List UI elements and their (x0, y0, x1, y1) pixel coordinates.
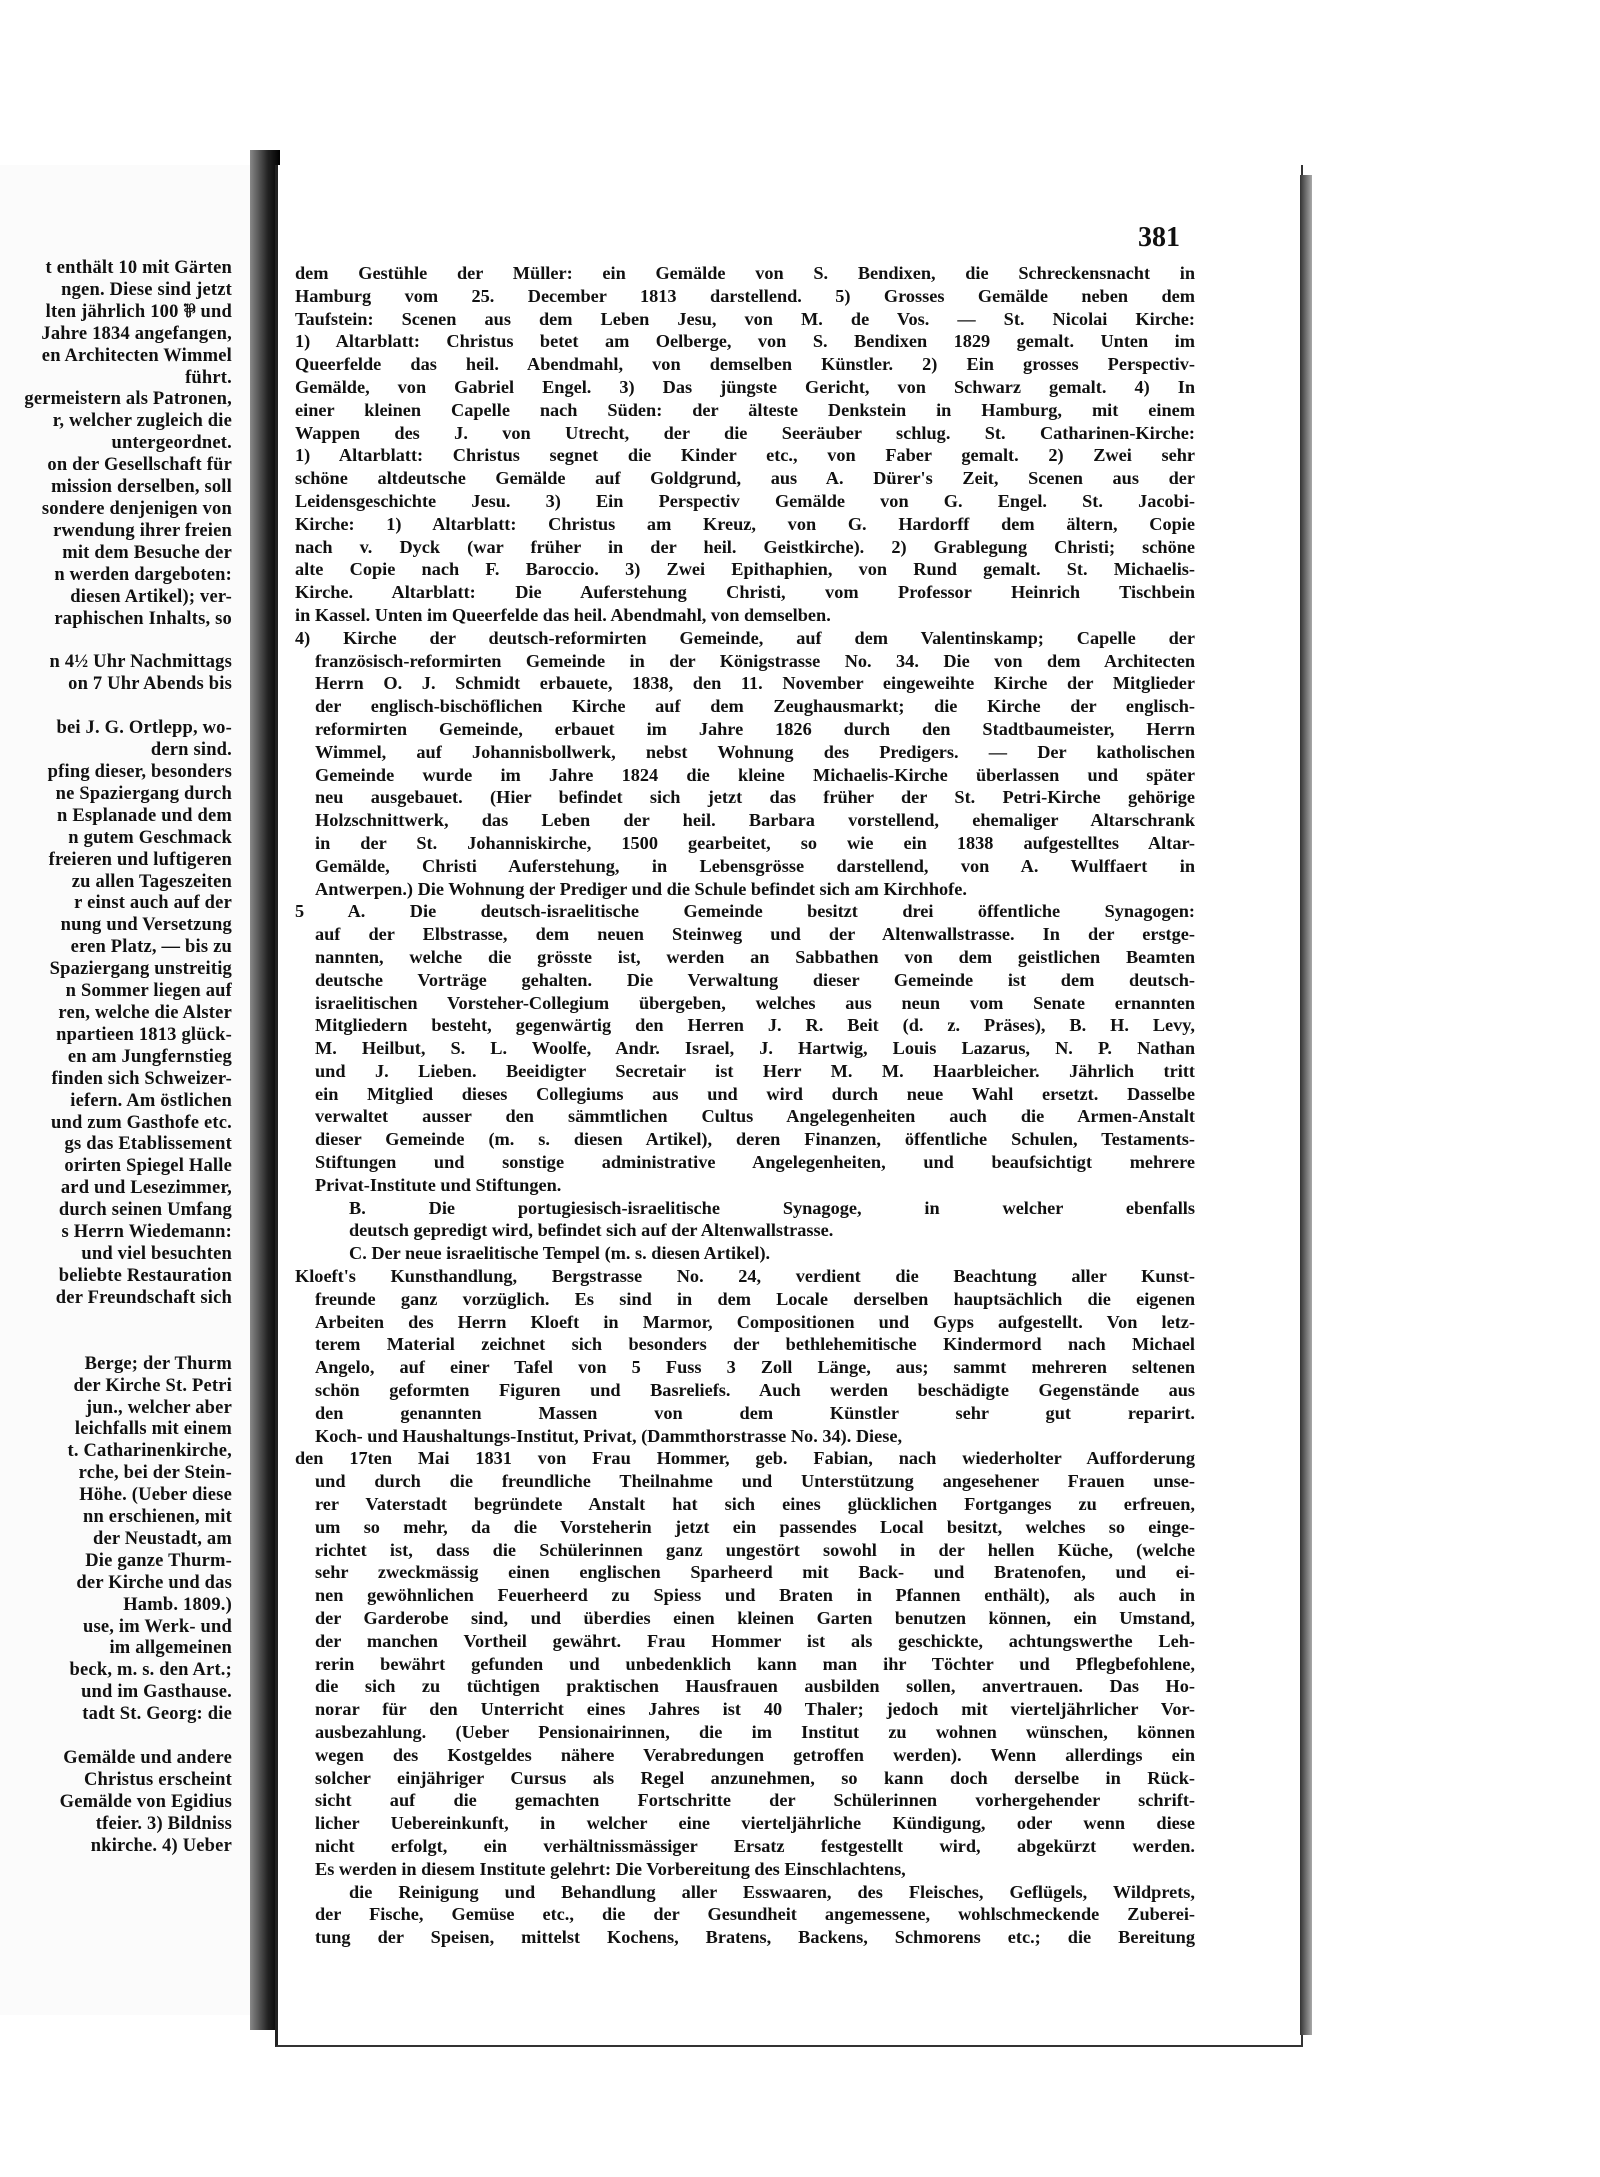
text-line: Herrn O. J. Schmidt erbauete, 1838, den 11. November eingeweihte Kirche der Mitglieder (315, 673, 1195, 694)
left-page-line: npartieen 1813 glück- (56, 1024, 232, 1045)
text-line: 4) Kirche der deutsch-reformirten Gemeinde, auf dem Valentinskamp; Capelle der (295, 627, 1195, 648)
text-line: reformirten Gemeinde, erbauet im Jahre 1826 durch den Stadtbaumeister, Herrn (315, 718, 1195, 739)
text-line: der Garderobe sind, und überdies einen kleinen Garten benutzen können, ein Umstand, (315, 1608, 1195, 1629)
left-page-line: nn erschienen, mit (82, 1507, 232, 1528)
text-line: Wimmel, auf Johannisbollwerk, nebst Wohnung des Predigers. — Der katholischen (315, 741, 1195, 762)
text-line: in Kassel. Unten im Queerfelde das heil. Abendmahl, von demselben. (295, 604, 831, 625)
left-page-line: der Neustadt, am (92, 1528, 232, 1549)
left-page-line: r einst auch auf der (74, 893, 232, 914)
left-page-line: n werden dargeboten: (54, 564, 232, 585)
text-line: der Fische, Gemüse etc., die der Gesundheit angemessene, wohlschmeckende Zuberei- (315, 1904, 1195, 1925)
left-page-line: Spaziergang unstreitig (49, 959, 232, 980)
left-page-line: en Architecten Wimmel (41, 345, 232, 366)
left-page-line: ngen. Diese sind jetzt (61, 279, 232, 300)
text-line: der manchen Vortheil gewährt. Frau Hommer ist als geschickte, achtungswerthe Leh- (315, 1630, 1195, 1651)
left-page-line: Christus erscheint (84, 1770, 232, 1790)
left-page-line: gs das Etablissement (64, 1134, 232, 1155)
left-page-line: Gemälde und andere (63, 1748, 232, 1769)
text-line: Gemälde, Christi Auferstehung, in Lebensgrösse darstellend, von A. Wulffaert in (315, 855, 1195, 876)
left-page-line: der Freundschaft sich (55, 1287, 232, 1308)
left-page-line: Jahre 1834 angefangen, (41, 323, 232, 344)
left-page-line: zu allen Tageszeiten (71, 871, 232, 892)
left-page-line: ren, welche die Alster (58, 1003, 232, 1023)
left-page-line: n Sommer liegen auf (65, 981, 232, 1002)
left-page-line: n Esplanade und dem (57, 805, 232, 826)
text-line: schöne altdeutsche Gemälde auf Goldgrund, aus A. Dürer's Zeit, Scenen aus der (295, 468, 1195, 489)
left-page-line: Die ganze Thurm- (85, 1550, 232, 1571)
left-page-line: rwendung ihrer freien (53, 520, 232, 541)
text-line: richtet ist, dass die Schülerinnen ganz ungestört sowohl in der hellen Küche, (welche (315, 1539, 1195, 1560)
left-page-line: mit dem Besuche der (62, 542, 232, 563)
text-line: dieser Gemeinde (m. s. diesen Artikel), deren Finanzen, öffentliche Schulen, Testaments- (315, 1129, 1195, 1150)
text-line: Stiftungen und sonstige administrative Angelegenheiten, und beaufsichtigt mehrere (315, 1152, 1195, 1173)
left-page-line: beliebte Restauration (58, 1265, 232, 1286)
left-page-line: tfeier. 3) Bildniss (95, 1813, 232, 1834)
text-line: nicht erfolgt, ein verhältnissmässiger Ersatz festgestellt wird, abgekürzt werden. (315, 1835, 1195, 1856)
left-page-line: Höhe. (Ueber diese (79, 1485, 232, 1506)
left-page-line: iefern. Am östlichen (70, 1090, 232, 1111)
text-line: Hamburg vom 25. December 1813 darstellend. 5) Grosses Gemälde neben dem (295, 285, 1195, 306)
left-page-line: use, im Werk- und (82, 1616, 232, 1637)
left-page-line: nkirche. 4) Ueber (90, 1835, 232, 1856)
left-page-line: ne Spaziergang durch (55, 783, 232, 804)
text-line: alte Copie nach F. Baroccio. 3) Zwei Epithaphien, von Rund gemalt. St. Michaelis- (295, 559, 1195, 580)
left-page-line: finden sich Schweizer- (51, 1068, 232, 1089)
text-line: die sich zu tüchtigen praktischen Hausfrauen ausbilden sollen, anvertrauen. Das Ho- (315, 1676, 1195, 1697)
text-line: Kloeft's Kunsthandlung, Bergstrasse No. 24, verdient die Beachtung aller Kunst- (295, 1266, 1195, 1287)
text-line: den 17ten Mai 1831 von Frau Hommer, geb. Fabian, nach wiederholter Aufforderung (295, 1448, 1195, 1469)
left-page-line: r, welcher zugleich die (52, 411, 232, 432)
page-number: 381 (1138, 222, 1180, 253)
left-page-line: on 7 Uhr Abends bis (68, 674, 232, 695)
text-line: Leidensgeschichte Jesu. 3) Ein Perspectiv Gemälde von G. Engel. St. Jacobi- (295, 490, 1195, 511)
text-line: ausbezahlung. (Ueber Pensionairinnen, die im Institut zu wohnen wünschen, können (315, 1722, 1195, 1742)
text-line: nen gewöhnlichen Feuerheerd zu Spiess und Braten in Pfannen enthält), als auch in (315, 1585, 1195, 1606)
text-line: M. Heilbut, S. L. Woolfe, Andr. Israel, J. Hartwig, Louis Lazarus, N. P. Nathan (315, 1038, 1195, 1059)
left-page-line: Gemälde von Egidius (59, 1791, 232, 1812)
text-line: Taufstein: Scenen aus dem Leben Jesu, von M. de Vos. — St. Nicolai Kirche: (295, 308, 1195, 329)
text-line: sicht auf die gemachten Fortschritte der Schülerinnen vorhergehender schrift- (315, 1790, 1195, 1811)
left-line-gap (0, 696, 252, 718)
text-line: B. Die portugiesisch-israelitische Synagoge, in welcher ebenfalls (349, 1197, 1195, 1218)
text-line: rerin bewährt gefunden und unbedenklich kann man ihr Töchter und Pflegbefohlene, (315, 1653, 1195, 1674)
page-edge (1300, 175, 1312, 2035)
left-page-line: orirten Spiegel Halle (64, 1156, 232, 1177)
text-line: 5 A. Die deutsch-israelitische Gemeinde besitzt drei öffentliche Synagogen: (295, 901, 1195, 922)
text-line: Queerfelde das heil. Abendmahl, von demselben Künstler. 2) Ein grosses Perspectiv- (295, 354, 1195, 375)
text-line: Wappen des J. von Utrecht, der die Seeräuber schlug. St. Catharinen-Kirche: (295, 422, 1195, 443)
left-line-gap (0, 1726, 252, 1748)
text-line: israelitischen Vorsteher-Collegium übergeben, welches aus neun vom Senate ernannten (315, 992, 1195, 1013)
left-page-line: t. Catharinenkirche, (67, 1441, 232, 1462)
text-line: Gemälde, von Gabriel Engel. 3) Das jüngste Gericht, von Schwarz gemalt. 4) In (295, 376, 1195, 397)
text-line: sehr zweckmässig einen englischen Sparheerd mit Back- und Bratenofen, und ei- (315, 1562, 1195, 1583)
text-line: 1) Altarblatt: Christus segnet die Kinder etc., von Faber gemalt. 2) Zwei sehr (295, 445, 1195, 466)
text-line: solcher einjähriger Cursus als Regel anzunehmen, so kann doch derselbe in Rück- (315, 1767, 1195, 1788)
left-page-line: tadt St. Georg: die (82, 1704, 232, 1725)
left-page-line: und im Gasthause. (81, 1682, 232, 1703)
text-line: freunde ganz vorzüglich. Es sind in dem Locale derselben hauptsächlich die eigenen (315, 1288, 1195, 1309)
text-line: Es werden in diesem Institute gelehrt: Die Vorbereitung des Einschlachtens, (315, 1858, 906, 1879)
left-line-gap (0, 1310, 252, 1332)
text-line: C. Der neue israelitische Tempel (m. s. diesen Artikel). (349, 1243, 771, 1264)
left-page-line: durch seinen Umfang (58, 1200, 232, 1221)
left-page-line: und zum Gasthofe etc. (51, 1112, 232, 1133)
left-page-line: n gutem Geschmack (68, 827, 232, 848)
text-line: Gemeinde wurde im Jahre 1824 die kleine Michaelis-Kirche überlassen und später (315, 764, 1195, 785)
text-line: licher Uebereinkunft, in welcher eine vierteljährliche Kündigung, oder wenn diese (315, 1813, 1195, 1834)
left-page-line: Berge; der Thurm (84, 1353, 232, 1374)
left-page-line: t enthält 10 mit Gärten (45, 258, 232, 278)
text-line: Privat-Institute und Stiftungen. (315, 1174, 562, 1195)
left-page-line: nung und Versetzung (60, 915, 232, 936)
text-line: norar für den Unterricht eines Jahres ist 40 Thaler; jedoch mit vierteljährlicher Vor- (315, 1699, 1195, 1720)
text-line: Kirche: 1) Altarblatt: Christus am Kreuz, von G. Hardorff dem ältern, Copie (295, 513, 1195, 534)
text-line: nach v. Dyck (war früher in der heil. Geistkirche). 2) Grablegung Christi; schöne (295, 536, 1195, 557)
text-line: schön geformten Figuren und Basreliefs. Auch werden beschädigte Gegenstände aus (315, 1380, 1195, 1401)
text-line: die Reinigung und Behandlung aller Esswaaren, des Fleisches, Geflügels, Wildprets, (349, 1881, 1195, 1902)
text-line: der englisch-bischöflichen Kirche auf dem Zeughausmarkt; die Kirche der englisch- (315, 696, 1195, 717)
text-line: Holzschnittwerk, das Leben der heil. Barbara vorstellend, ehemaliger Altarschrank (315, 810, 1195, 831)
text-line: neu ausgebauet. (Hier befindet sich jetzt das früher der St. Petri-Kirche gehörige (315, 787, 1195, 808)
text-line: Angelo, auf einer Tafel von 5 Fuss 3 Zoll Länge, aus; sammt mehreren seltenen (315, 1357, 1195, 1378)
left-page-line: der Kirche St. Petri (73, 1375, 232, 1396)
left-page-line: on der Gesellschaft für (47, 455, 232, 476)
left-page-line: n 4½ Uhr Nachmittags (49, 652, 232, 673)
text-line: in der St. Johanniskirche, 1500 gearbeitet, so wie ein 1838 aufgestelltes Altar- (315, 832, 1195, 853)
left-page-line: Hamb. 1809.) (123, 1594, 232, 1615)
left-page-line: dern sind. (150, 740, 232, 761)
left-page-line: pfing dieser, besonders (47, 762, 232, 783)
left-page-line: und viel besuchten (81, 1243, 232, 1264)
left-page-line: en am Jungfernstieg (67, 1046, 232, 1067)
text-line: verwaltet ausser den sämmtlichen Cultus Angelegenheiten auch die Armen-Anstalt (315, 1106, 1195, 1127)
text-line: tung der Speisen, mittelst Kochens, Bratens, Backens, Schmorens etc.; die Bereitung (315, 1927, 1195, 1948)
text-line: deutsch gepredigt wird, befindet sich auf der Altenwallstrasse. (349, 1220, 834, 1241)
text-line: Mitgliedern besteht, gegenwärtig den Herren J. R. Beit (d. z. Präses), B. H. Levy, (315, 1015, 1195, 1036)
left-page-line: beck, m. s. den Art.; (69, 1660, 232, 1681)
left-page-line: mission derselben, soll (51, 477, 232, 498)
left-line-gap (0, 1332, 252, 1354)
left-line-gap (0, 630, 252, 652)
left-page-line: raphischen Inhalts, so (54, 608, 232, 629)
text-line: rer Vaterstadt begründete Anstalt hat sich eines glücklichen Fortganges zu erfreuen, (315, 1494, 1195, 1515)
text-line: nannten, welche die grösste ist, werden an Sabbathen von dem geistlichen Beamten (315, 946, 1195, 967)
left-page-line: freieren und luftigeren (48, 849, 232, 870)
text-line: den genannten Massen von dem Künstler sehr gut reparirt. (315, 1402, 1195, 1423)
text-line: ein Mitglied dieses Collegiums aus und wird durch neue Wahl ersetzt. Dasselbe (315, 1083, 1195, 1104)
text-line: und J. Lieben. Beeidigter Secretair ist Herr M. M. Haarbleicher. Jährlich tritt (315, 1060, 1195, 1081)
text-line: Arbeiten des Herrn Kloeft in Marmor, Compositionen und Gyps aufgestellt. Von letz- (315, 1311, 1195, 1332)
text-line: deutsche Vorträge gehalten. Die Verwaltung dieser Gemeinde ist dem deutsch- (315, 969, 1195, 990)
left-page-line: jun., welcher aber (85, 1397, 232, 1418)
left-page-line: rche, bei der Stein- (78, 1463, 232, 1484)
text-line: 1) Altarblatt: Christus betet am Oelberge, von S. Bendixen 1829 gemalt. Unten im (295, 331, 1195, 352)
left-page-line: diesen Artikel); ver- (70, 586, 232, 607)
left-page-line: untergeordnet. (111, 433, 232, 454)
text-line: einer kleinen Capelle nach Süden: der älteste Denkstein in Hamburg, mit einem (295, 399, 1195, 420)
left-page-line: ard und Lesezimmer, (60, 1178, 232, 1199)
left-page-text-fragment (0, 258, 252, 1858)
text-line: Koch- und Haushaltungs-Institut, Privat, (Dammthorstrasse No. 34). Diese, (315, 1425, 903, 1446)
main-text-column (295, 262, 1195, 1949)
left-page-line: germeistern als Patronen, (24, 389, 232, 410)
left-page-line: der Kirche und das (76, 1572, 232, 1593)
text-line: dem Gestühle der Müller: ein Gemälde von S. Bendixen, die Schreckensnacht in (295, 263, 1195, 283)
text-line: Kirche. Altarblatt: Die Auferstehung Christi, vom Professor Heinrich Tischbein (295, 582, 1195, 603)
left-page-line: im allgemeinen (109, 1638, 232, 1659)
text-line: um so mehr, da die Vorsteherin jetzt ein passendes Local besitzt, welches so einge- (315, 1516, 1195, 1537)
text-line: wegen des Kostgeldes nähere Verabredungen getroffen werden). Wenn allerdings ein (315, 1744, 1195, 1765)
text-line: Antwerpen.) Die Wohnung der Prediger und die Schule befindet sich am Kirchhofe. (315, 878, 967, 899)
text-line: terem Material zeichnet sich besonders der bethlehemitische Kindermord nach Michael (315, 1334, 1195, 1355)
text-line: französisch-reformirten Gemeinde in der Königstrasse No. 34. Die von dem Architecten (315, 650, 1195, 671)
left-page-line: s Herrn Wiedemann: (61, 1222, 232, 1243)
left-page-line: eren Platz, — bis zu (70, 937, 232, 958)
left-page-line: bei J. G. Ortlepp, wo- (56, 718, 232, 739)
left-page-line: sondere denjenigen von (41, 498, 232, 519)
text-line: auf der Elbstrasse, dem neuen Steinweg und der Altenwallstrasse. In der erstge- (315, 924, 1195, 945)
left-page-line: führt. (185, 367, 232, 388)
text-line: und durch die freundliche Theilnahme und Unterstützung angesehener Frauen unse- (315, 1471, 1195, 1492)
left-page-line: leichfalls mit einem (74, 1419, 232, 1440)
left-page-line: lten jährlich 100 ⅌ und (45, 301, 232, 322)
